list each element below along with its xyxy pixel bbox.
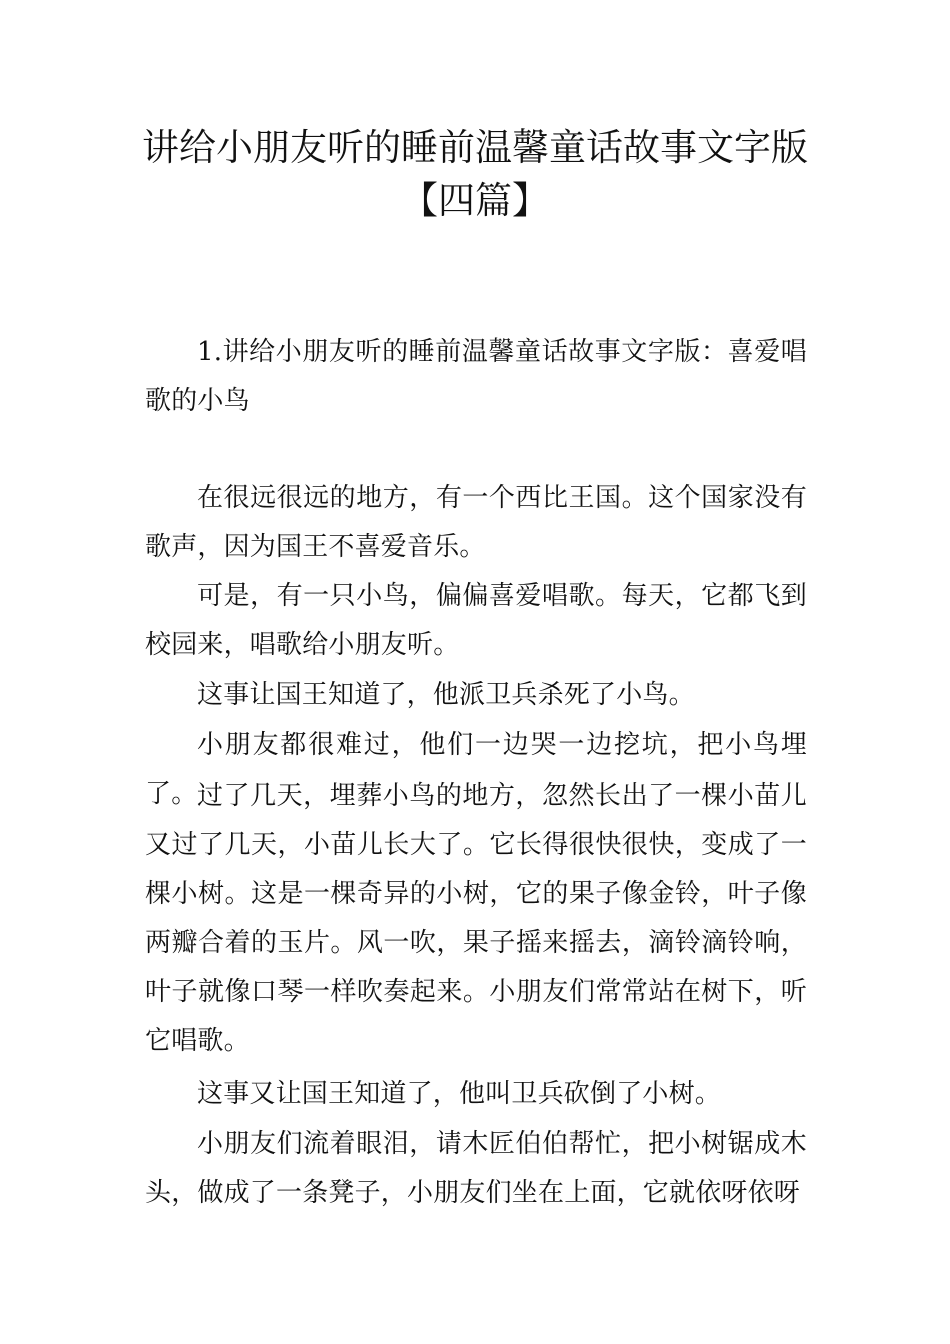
paragraph-2: 可是，有一只小鸟，偏偏喜爱唱歌。每天，它都飞到校园来，唱歌给小朋友听。: [145, 581, 807, 660]
paragraph-7: 小朋友们流着眼泪，请木匠伯伯帮忙，把小树锯成木头，做成了一条凳子，小朋友们坐在上面，它就依呀依呀: [145, 1129, 807, 1208]
paragraph-6: 这事又让国王知道了，他叫卫兵砍倒了小树。: [197, 1079, 722, 1109]
paragraph-4: 小朋友都很难过，他们一边哭一边挖坑，把小鸟埋了。: [145, 730, 807, 809]
paragraph-5: 过了几天，埋葬小鸟的地方，忽然长出了一棵小苗儿又过了几天，小苗儿长大了。它长得很快很快，变成了一棵小树。这是一棵奇异的小树，它的果子像金铃，叶子像两瓣合着的玉片。风一吹，果子摇来摇去，滴铃滴铃响，叶子就像口琴一样吹奏起来。小朋友们常常站在树下，听它唱歌。: [145, 781, 807, 1056]
document-title-line-1: 讲给小朋友听的睡前温馨童话故事文字版: [142, 126, 808, 169]
section-heading: 1.讲给小朋友听的睡前温馨童话故事文字版：喜爱唱歌的小鸟: [145, 337, 807, 416]
paragraph-3: 这事让国王知道了，他派卫兵杀死了小鸟。: [197, 680, 695, 710]
paragraph-1: 在很远很远的地方，有一个西比王国。这个国家没有歌声，因为国王不喜爱音乐。: [145, 483, 807, 562]
document-title-line-2: 【四篇】: [401, 179, 549, 222]
